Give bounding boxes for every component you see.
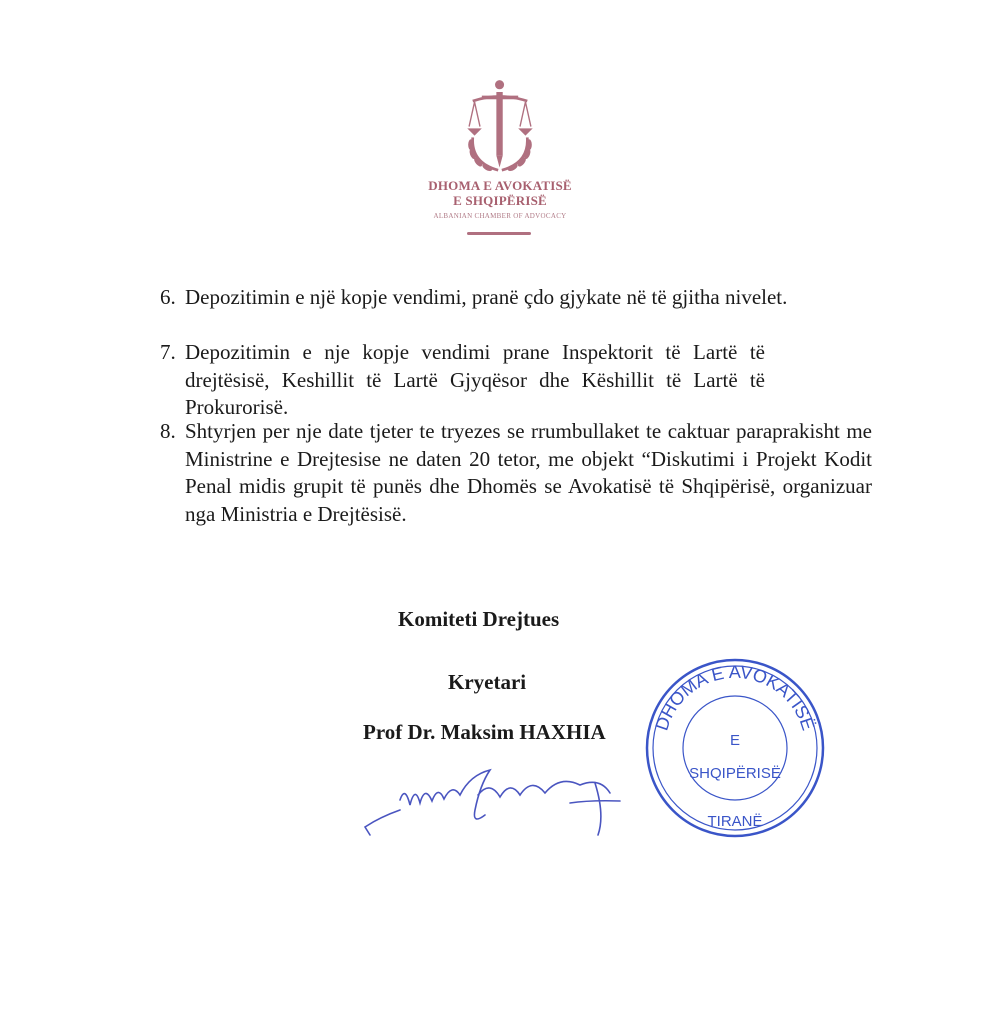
official-stamp xyxy=(640,650,830,845)
stamp-middle-line1: E xyxy=(729,732,741,749)
list-item xyxy=(160,284,872,312)
stamp-middle-line2: SHQIPËRISË xyxy=(689,765,781,782)
chamber-emblem-icon xyxy=(410,72,590,172)
org-name-line1: DHOMA E AVOKATISË xyxy=(428,178,572,193)
handwritten-signature xyxy=(360,755,660,845)
stamp-bottom-text: TIRANË xyxy=(707,813,763,830)
committee-title: Komiteti Drejtues xyxy=(398,607,560,631)
list-item xyxy=(160,418,872,528)
signatory-name: Prof Dr. Maksim HAXHIA xyxy=(363,720,606,744)
org-name-english: ALBANIAN CHAMBER OF ADVOCACY xyxy=(433,212,567,220)
item-text: Depozitimin e një kopje vendimi, pranë çdo gjykate në të gjitha nivelet. xyxy=(185,285,788,309)
item-number: 8. xyxy=(160,419,176,443)
list-item xyxy=(160,339,872,422)
item-text: Shtyrjen per nje date tjeter te tryezes se rrumbullaket te caktuar paraprakisht me Ministrine e Drejtesise ne daten 20 tetor, me objekt “Diskutimi i Projekt Kodit Penal midis grupit të punës dhe Dhomës se Avokatisë të Shqipërisë, organizuar nga Ministria e Drejtësisë. xyxy=(185,419,872,526)
org-name-line2: E SHQIPËRISË xyxy=(453,193,547,208)
stamp-outer-text: DHOMA E AVOKATISË xyxy=(651,661,819,733)
item-number: 6. xyxy=(160,285,176,309)
item-number: 7. xyxy=(160,340,176,364)
item-text: Depozitimin e nje kopje vendimi prane Inspektorit të Lartë të drejtësisë, Keshillit të Lartë Gjyqësor dhe Këshillit të Lartë të Prokurorisë. xyxy=(185,340,765,419)
svg-text:DHOMA E AVOKATISË xyxy=(652,662,819,733)
role-title: Kryetari xyxy=(448,670,527,694)
logo-divider xyxy=(467,232,531,235)
